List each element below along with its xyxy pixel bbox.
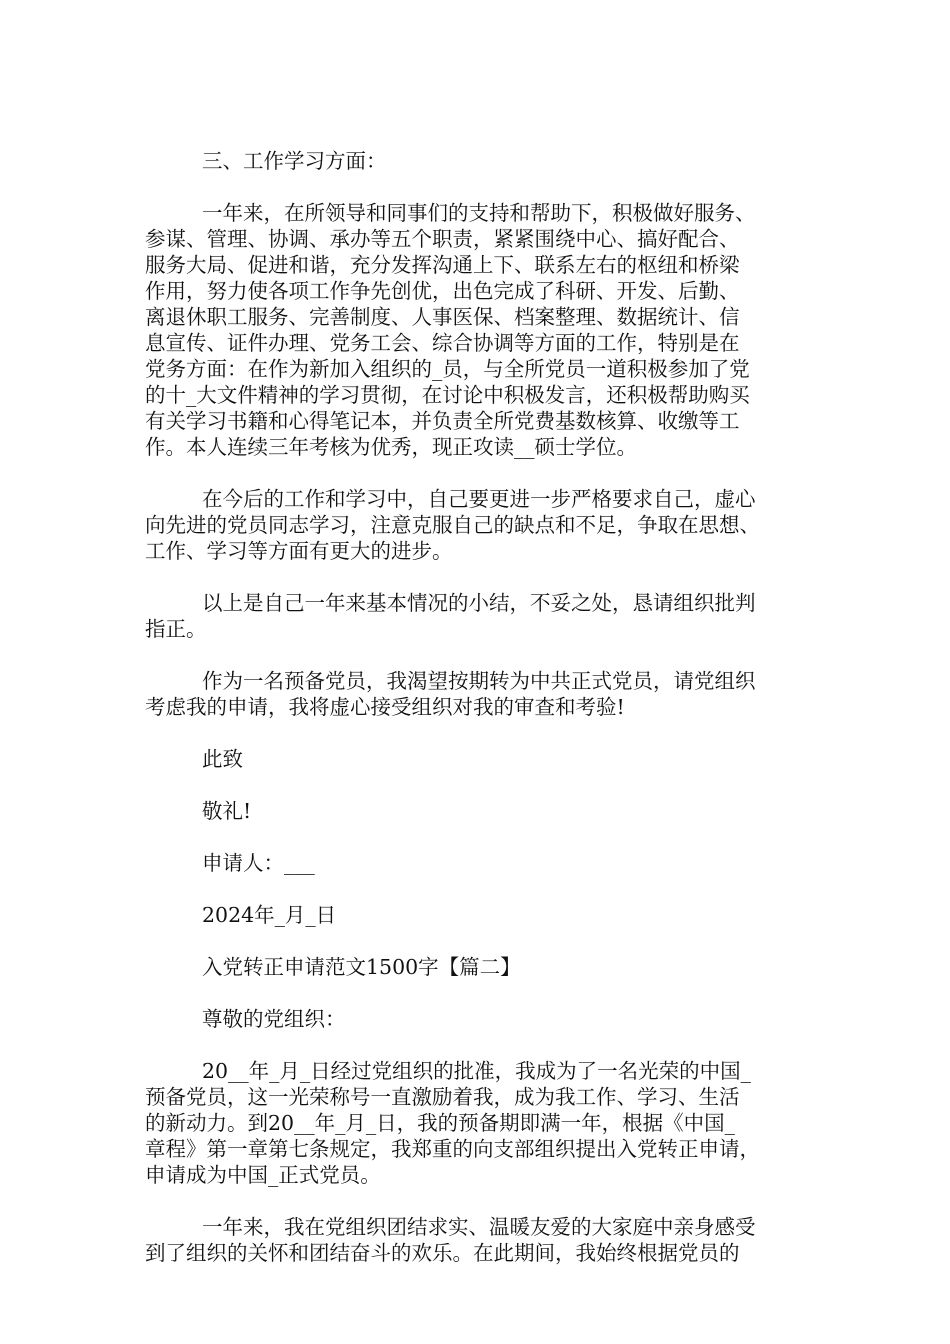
paragraph bbox=[145, 902, 825, 928]
paragraph-spacer bbox=[145, 1032, 825, 1058]
paragraph-spacer bbox=[145, 720, 825, 746]
paragraph-spacer bbox=[145, 876, 825, 902]
paragraph-spacer bbox=[145, 928, 825, 954]
text-line: 向先进的党员同志学习，注意克服自己的缺点和不足，争取在思想、 bbox=[145, 513, 760, 537]
paragraph-spacer bbox=[145, 1188, 825, 1214]
paragraph-spacer bbox=[145, 642, 825, 668]
paragraph bbox=[145, 746, 825, 772]
text-line: 离退休职工服务、完善制度、人事医保、档案整理、数据统计、信 bbox=[145, 305, 740, 329]
paragraph bbox=[145, 148, 825, 174]
text-line: 工作、学习等方面有更大的进步。 bbox=[145, 539, 453, 563]
paragraph-spacer bbox=[145, 564, 825, 590]
text-line: 20__年_月_日经过党组织的批准，我成为了一名光荣的中国_ bbox=[202, 1059, 751, 1083]
paragraph bbox=[145, 200, 825, 460]
text-line: 以上是自己一年来基本情况的小结，不妥之处，恳请组织批判 bbox=[202, 591, 756, 615]
paragraph-spacer bbox=[145, 980, 825, 1006]
text-line: 作为一名预备党员，我渴望按期转为中共正式党员，请党组织 bbox=[202, 669, 756, 693]
text-line: 申请人：___ bbox=[202, 851, 315, 875]
text-line: 息宣传、证件办理、党务工会、综合协调等方面的工作，特别是在 bbox=[145, 331, 740, 355]
text-line: 尊敬的党组织： bbox=[202, 1007, 346, 1031]
paragraph bbox=[145, 1058, 825, 1188]
text-line: 的十_大文件精神的学习贯彻，在讨论中积极发言，还积极帮助购买 bbox=[145, 383, 750, 407]
text-line: 的新动力。到20__年_月_日，我的预备期即满一年，根据《中国_ bbox=[145, 1111, 735, 1135]
paragraph bbox=[145, 486, 825, 564]
paragraph bbox=[145, 590, 825, 642]
text-line: 此致 bbox=[202, 747, 243, 771]
text-line: 敬礼! bbox=[202, 799, 252, 823]
text-line: 章程》第一章第七条规定，我郑重的向支部组织提出入党转正申请， bbox=[145, 1137, 760, 1161]
text-line: 一年来，在所领导和同事们的支持和帮助下，积极做好服务、 bbox=[202, 201, 756, 225]
paragraph bbox=[145, 668, 825, 720]
text-line: 考虑我的申请，我将虚心接受组织对我的审查和考验! bbox=[145, 695, 625, 719]
text-line: 党务方面：在作为新加入组织的_员，与全所党员一道积极参加了党 bbox=[145, 357, 750, 381]
text-line: 预备党员，这一光荣称号一直激励着我，成为我工作、学习、生活 bbox=[145, 1085, 740, 1109]
text-line: 2024年_月_日 bbox=[202, 903, 337, 927]
text-line: 在今后的工作和学习中，自己要更进一步严格要求自己，虚心 bbox=[202, 487, 756, 511]
paragraph bbox=[145, 954, 825, 980]
paragraph bbox=[145, 850, 825, 876]
text-line: 到了组织的关怀和团结奋斗的欢乐。在此期间，我始终根据党员的 bbox=[145, 1241, 740, 1265]
text-line: 服务大局、促进和谐，充分发挥沟通上下、联系左右的枢纽和桥梁 bbox=[145, 253, 740, 277]
text-line: 有关学习书籍和心得笔记本，并负责全所党费基数核算、收缴等工 bbox=[145, 409, 740, 433]
text-line: 申请成为中国_正式党员。 bbox=[145, 1163, 381, 1187]
text-line: 作用，努力使各项工作争先创优，出色完成了科研、开发、后勤、 bbox=[145, 279, 740, 303]
paragraph bbox=[145, 1006, 825, 1032]
paragraph-spacer bbox=[145, 772, 825, 798]
text-line: 三、工作学习方面： bbox=[202, 149, 387, 173]
text-line: 参谋、管理、协调、承办等五个职责，紧紧围绕中心、搞好配合、 bbox=[145, 227, 740, 251]
text-line: 一年来，我在党组织团结求实、温暖友爱的大家庭中亲身感受 bbox=[202, 1215, 756, 1239]
document-body bbox=[145, 148, 825, 1266]
paragraph-spacer bbox=[145, 174, 825, 200]
text-line: 作。本人连续三年考核为优秀，现正攻读__硕士学位。 bbox=[145, 435, 637, 459]
text-line: 入党转正申请范文1500字【篇二】 bbox=[202, 955, 521, 979]
paragraph bbox=[145, 1214, 825, 1266]
text-line: 指正。 bbox=[145, 617, 207, 641]
paragraph-spacer bbox=[145, 824, 825, 850]
paragraph bbox=[145, 798, 825, 824]
paragraph-spacer bbox=[145, 460, 825, 486]
